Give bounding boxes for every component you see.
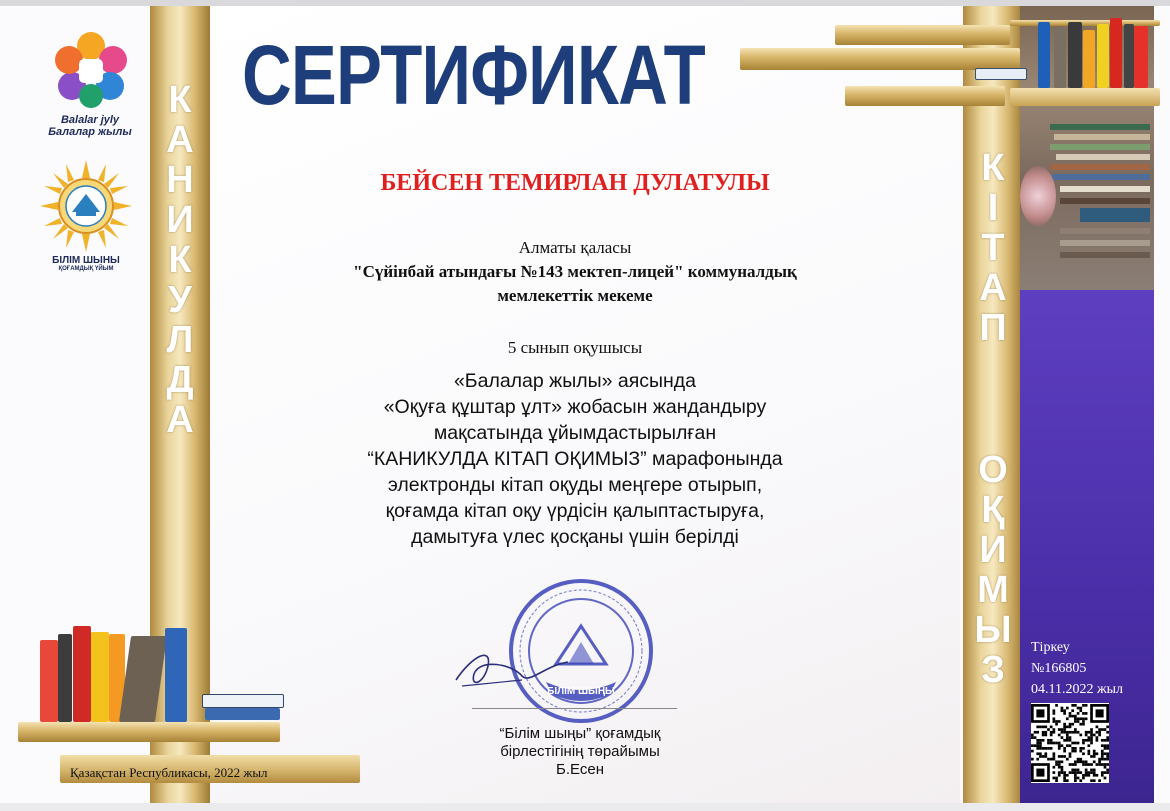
vertical-letter: К [981,147,1005,189]
body-line: қоғамда кітап оқу үрдісін қалыптастыруға, [385,500,765,522]
school-line-2: мемлекеттік мекеме [497,286,653,305]
registration-date: 04.11.2022 жыл [1031,682,1124,697]
body-line: «Балалар жылы» аясында [453,370,697,392]
registration-number: №166805 [1031,661,1087,676]
certificate-body [300,368,850,550]
stamp-text: БІЛІМ ШЫҢЫ [547,686,615,697]
registration-label: Тіркеу [1031,640,1070,655]
gold-shelf-bottom-1 [18,722,280,742]
signature-line-3: Б.Есен [556,761,604,778]
body-line: мақсатында ұйымдастырылған [433,422,717,444]
signature-line-1: “Білім шыңы” қоғамдық [499,725,661,742]
vertical-letter: А [166,119,194,161]
gold-shelf-2 [740,48,1020,70]
signature-line-2: бірлестігінің төрайымы [500,743,660,760]
vertical-letter: О [978,449,1008,491]
vertical-letter: У [168,279,192,321]
body-line: “КАНИКУЛДА КІТАП ОҚИМЫЗ” марафонында [367,448,783,470]
left-vertical-text [150,80,210,440]
logo1-text [40,114,140,138]
vertical-letter: Д [166,359,194,401]
logo1-line1: Balalar jyly [60,114,120,126]
vertical-letter: А [166,399,194,441]
vertical-letter: К [168,239,192,281]
signature-icon [452,636,572,696]
vertical-letter: И [166,199,194,241]
right-vertical-text-bottom [963,450,1023,690]
flower-logo-icon [50,30,132,112]
body-line: дамытуға үлес қосқаны үшін берілді [411,526,739,548]
vertical-letter: Н [166,159,194,201]
body-line: электронды кітап оқуды меңгере отырып, [387,474,763,496]
recipient-name: БЕЙСЕН ТЕМИРЛАН ДУЛАТУЛЫ [380,170,770,196]
vertical-letter: К [168,79,192,121]
grade-text: 5 сынып оқушысы [507,338,643,357]
footer-country: Қазақстан Республикасы, 2022 жыл [70,765,268,780]
school-line-1: "Сүйінбай атындағы №143 мектеп-лицей" коммуналдық [353,262,797,281]
logo2-line1: БІЛІМ ШЫНЫ [52,255,120,266]
logo2-line2: ҚОҒАМДЫҚ ҮЙЫМ [58,266,114,272]
vertical-letter: Т [981,227,1005,269]
logo1-line2: Балалар жылы [48,126,132,138]
vertical-letter: Л [166,319,194,361]
right-vertical-text-top [963,148,1023,348]
city-text: Алматы қаласы [518,238,632,257]
bottom-frame [0,803,1170,811]
vertical-letter: І [987,187,999,229]
vertical-letter: М [977,569,1009,611]
vertical-letter: Ы [974,609,1012,651]
body-line: «Оқуға құштар ұлт» жобасын жандандыру [383,396,767,418]
gold-shelf-1 [835,25,1010,45]
certificate-title: СЕРТИФИКАТ [242,28,705,122]
vertical-letter: Қ [981,489,1005,531]
gold-shelf-4 [1010,88,1160,106]
sun-emblem-icon [40,160,132,252]
vertical-letter: А [979,267,1007,309]
registration-info [1031,637,1123,700]
logo2-text [40,256,132,274]
vertical-letter: П [979,307,1007,349]
signature-caption [460,725,700,779]
vertical-letter: З [981,649,1005,691]
vertical-letter: И [979,529,1007,571]
signature-line [472,708,677,709]
gold-shelf-3 [845,86,1005,106]
qr-code-icon [1031,703,1109,783]
